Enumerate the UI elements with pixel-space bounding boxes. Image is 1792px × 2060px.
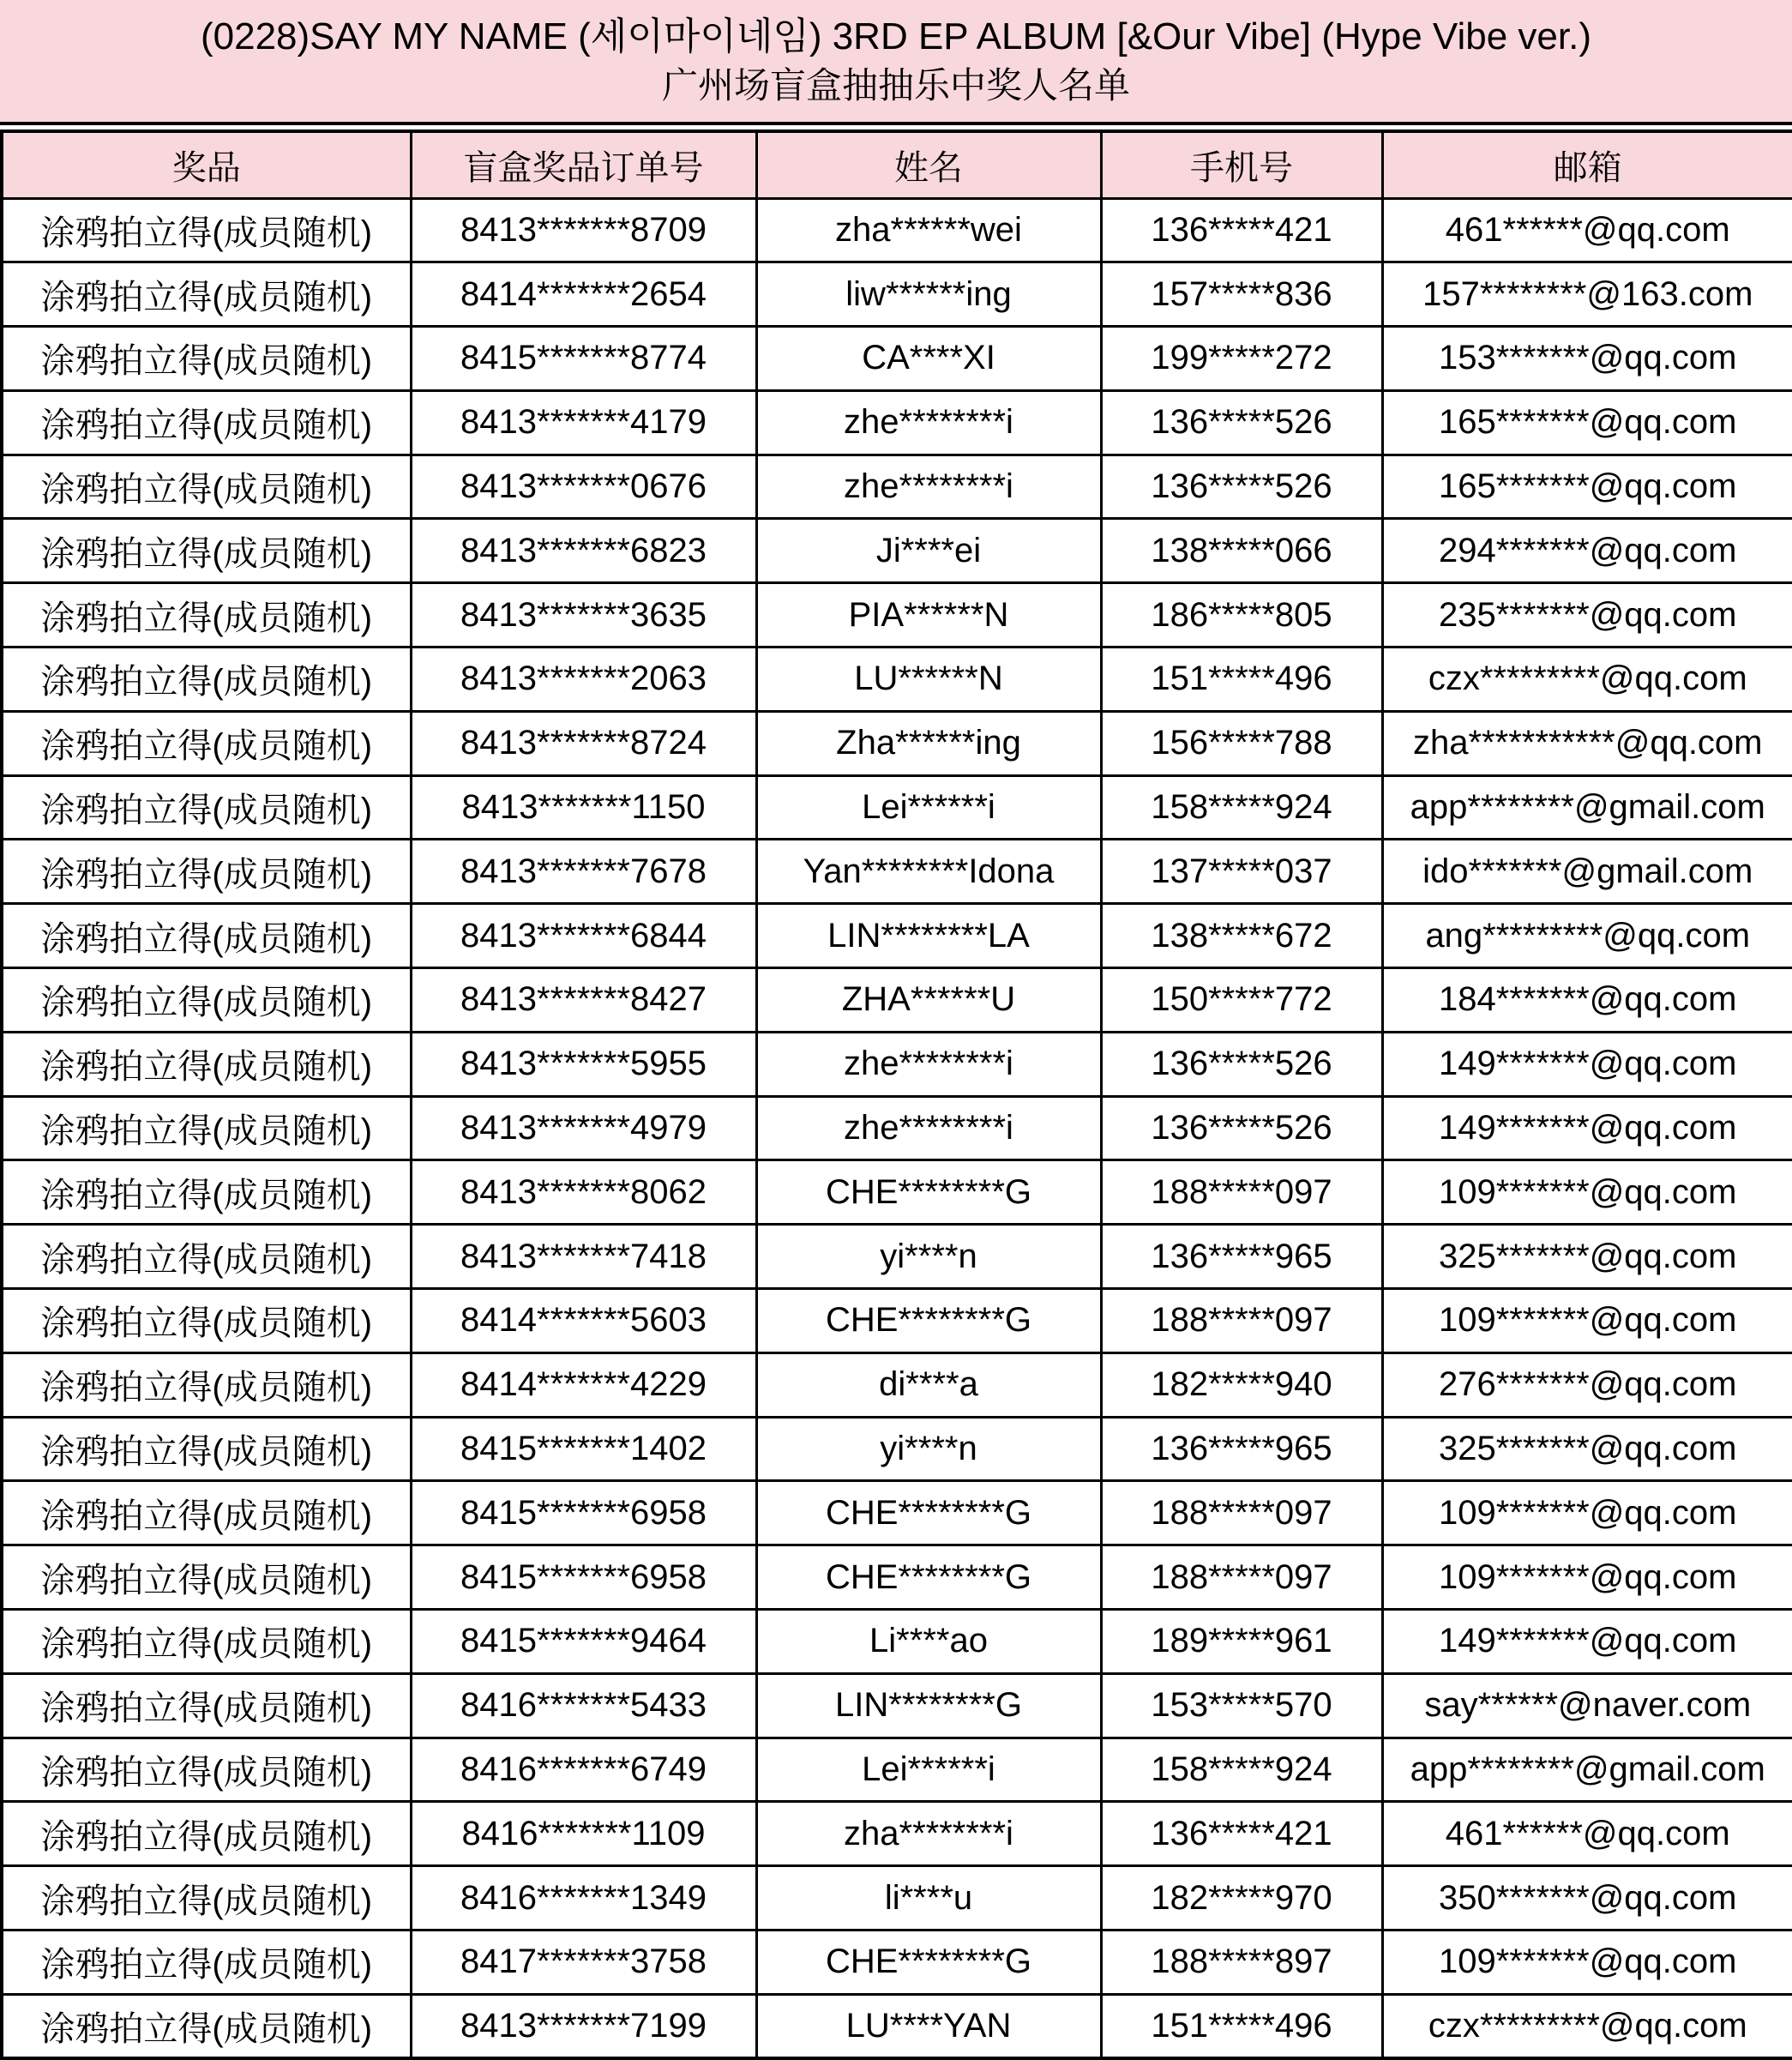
order-number-cell: 8413*******4179 <box>411 390 756 455</box>
email-cell: app********@gmail.com <box>1382 1738 1792 1802</box>
table-row <box>2 1673 1792 1738</box>
event-subtitle: 广州场盲盒抽抽乐中奖人名单 <box>661 65 1130 105</box>
prize-cell: 涂鸦拍立得(成员随机) <box>2 583 411 648</box>
phone-cell: 136*****526 <box>1101 390 1382 455</box>
order-number-cell: 8413*******5955 <box>411 1032 756 1096</box>
table-row <box>2 1610 1792 1674</box>
table-row <box>2 1866 1792 1930</box>
phone-cell: 186*****805 <box>1101 583 1382 648</box>
phone-cell: 151*****496 <box>1101 1994 1382 2058</box>
name-cell: Lei******i <box>756 775 1101 840</box>
order-number-cell: 8413*******8709 <box>411 198 756 262</box>
name-cell: zha********i <box>756 1802 1101 1866</box>
name-cell: zhe********i <box>756 1032 1101 1096</box>
table-row <box>2 455 1792 519</box>
column-header-phone: 手机号 <box>1101 131 1382 198</box>
prize-cell: 涂鸦拍立得(成员随机) <box>2 1994 411 2058</box>
email-cell: 109*******@qq.com <box>1382 1289 1792 1353</box>
prize-cell: 涂鸦拍立得(成员随机) <box>2 1673 411 1738</box>
order-number-cell: 8415*******9464 <box>411 1610 756 1674</box>
order-number-cell: 8416*******1349 <box>411 1866 756 1930</box>
phone-cell: 136*****526 <box>1101 1032 1382 1096</box>
prize-cell: 涂鸦拍立得(成员随机) <box>2 327 411 391</box>
name-cell: Lei******i <box>756 1738 1101 1802</box>
email-cell: zha***********@qq.com <box>1382 711 1792 775</box>
order-number-cell: 8413*******6823 <box>411 519 756 583</box>
table-row <box>2 1417 1792 1481</box>
order-number-cell: 8413*******8724 <box>411 711 756 775</box>
name-cell: Ji****ei <box>756 519 1101 583</box>
order-number-cell: 8413*******3635 <box>411 583 756 648</box>
prize-cell: 涂鸦拍立得(成员随机) <box>2 519 411 583</box>
table-row <box>2 198 1792 262</box>
email-cell: 325*******@qq.com <box>1382 1417 1792 1481</box>
table-row <box>2 1738 1792 1802</box>
table-row <box>2 1481 1792 1545</box>
email-cell: say******@naver.com <box>1382 1673 1792 1738</box>
table-row <box>2 1160 1792 1225</box>
phone-cell: 182*****940 <box>1101 1352 1382 1417</box>
phone-cell: 136*****965 <box>1101 1417 1382 1481</box>
email-cell: 157********@163.com <box>1382 262 1792 327</box>
phone-cell: 158*****924 <box>1101 1738 1382 1802</box>
phone-cell: 150*****772 <box>1101 968 1382 1033</box>
table-row <box>2 1802 1792 1866</box>
table-row <box>2 1289 1792 1353</box>
phone-cell: 157*****836 <box>1101 262 1382 327</box>
prize-cell: 涂鸦拍立得(成员随机) <box>2 1802 411 1866</box>
prize-cell: 涂鸦拍立得(成员随机) <box>2 1417 411 1481</box>
phone-cell: 153*****570 <box>1101 1673 1382 1738</box>
order-number-cell: 8414*******2654 <box>411 262 756 327</box>
order-number-cell: 8413*******2063 <box>411 648 756 712</box>
phone-cell: 188*****097 <box>1101 1545 1382 1610</box>
phone-cell: 156*****788 <box>1101 711 1382 775</box>
name-cell: yi****n <box>756 1417 1101 1481</box>
phone-cell: 188*****097 <box>1101 1481 1382 1545</box>
email-cell: 109*******@qq.com <box>1382 1545 1792 1610</box>
table-row <box>2 711 1792 775</box>
order-number-cell: 8413*******7418 <box>411 1225 756 1289</box>
phone-cell: 136*****965 <box>1101 1225 1382 1289</box>
email-cell: 109*******@qq.com <box>1382 1930 1792 1995</box>
header-row <box>2 131 1792 198</box>
email-cell: ang*********@qq.com <box>1382 904 1792 968</box>
winners-table <box>0 130 1792 2060</box>
name-cell: CHE********G <box>756 1930 1101 1995</box>
email-cell: 325*******@qq.com <box>1382 1225 1792 1289</box>
prize-cell: 涂鸦拍立得(成员随机) <box>2 1096 411 1160</box>
phone-cell: 188*****097 <box>1101 1289 1382 1353</box>
prize-cell: 涂鸦拍立得(成员随机) <box>2 1866 411 1930</box>
email-cell: ido*******@gmail.com <box>1382 840 1792 904</box>
prize-cell: 涂鸦拍立得(成员随机) <box>2 1738 411 1802</box>
name-cell: CA****XI <box>756 327 1101 391</box>
table-row <box>2 390 1792 455</box>
order-number-cell: 8415*******6958 <box>411 1545 756 1610</box>
order-number-cell: 8417*******3758 <box>411 1930 756 1995</box>
email-cell: 109*******@qq.com <box>1382 1481 1792 1545</box>
name-cell: Li****ao <box>756 1610 1101 1674</box>
phone-cell: 138*****672 <box>1101 904 1382 968</box>
name-cell: LU****YAN <box>756 1994 1101 2058</box>
prize-cell: 涂鸦拍立得(成员随机) <box>2 455 411 519</box>
phone-cell: 182*****970 <box>1101 1866 1382 1930</box>
name-cell: CHE********G <box>756 1160 1101 1225</box>
order-number-cell: 8416*******6749 <box>411 1738 756 1802</box>
table-row <box>2 1545 1792 1610</box>
order-number-cell: 8413*******6844 <box>411 904 756 968</box>
name-cell: zha******wei <box>756 198 1101 262</box>
prize-cell: 涂鸦拍立得(成员随机) <box>2 775 411 840</box>
order-number-cell: 8413*******1150 <box>411 775 756 840</box>
email-cell: 461******@qq.com <box>1382 198 1792 262</box>
name-cell: di****a <box>756 1352 1101 1417</box>
name-cell: liw******ing <box>756 262 1101 327</box>
prize-cell: 涂鸦拍立得(成员随机) <box>2 198 411 262</box>
prize-cell: 涂鸦拍立得(成员随机) <box>2 711 411 775</box>
email-cell: czx*********@qq.com <box>1382 1994 1792 2058</box>
email-cell: 350*******@qq.com <box>1382 1866 1792 1930</box>
phone-cell: 199*****272 <box>1101 327 1382 391</box>
prize-cell: 涂鸦拍立得(成员随机) <box>2 262 411 327</box>
name-cell: Zha******ing <box>756 711 1101 775</box>
email-cell: app********@gmail.com <box>1382 775 1792 840</box>
prize-cell: 涂鸦拍立得(成员随机) <box>2 1225 411 1289</box>
email-cell: 165*******@qq.com <box>1382 390 1792 455</box>
album-title: (0228)SAY MY NAME (세이마이네임) 3RD EP ALBUM [&Our Vibe] (Hype Vibe ver.) <box>200 15 1591 57</box>
table-row <box>2 648 1792 712</box>
table-row <box>2 1225 1792 1289</box>
table-row <box>2 327 1792 391</box>
table-row <box>2 1930 1792 1995</box>
name-cell: yi****n <box>756 1225 1101 1289</box>
prize-cell: 涂鸦拍立得(成员随机) <box>2 1289 411 1353</box>
column-header-name: 姓名 <box>756 131 1101 198</box>
order-number-cell: 8415*******1402 <box>411 1417 756 1481</box>
prize-cell: 涂鸦拍立得(成员随机) <box>2 840 411 904</box>
order-number-cell: 8413*******7678 <box>411 840 756 904</box>
table-row <box>2 840 1792 904</box>
name-cell: zhe********i <box>756 390 1101 455</box>
email-cell: 165*******@qq.com <box>1382 455 1792 519</box>
email-cell: 276*******@qq.com <box>1382 1352 1792 1417</box>
email-cell: 149*******@qq.com <box>1382 1096 1792 1160</box>
name-cell: ZHA******U <box>756 968 1101 1033</box>
phone-cell: 189*****961 <box>1101 1610 1382 1674</box>
order-number-cell: 8414*******4229 <box>411 1352 756 1417</box>
name-cell: LIN********LA <box>756 904 1101 968</box>
name-cell: CHE********G <box>756 1545 1101 1610</box>
order-number-cell: 8413*******8427 <box>411 968 756 1033</box>
table-row <box>2 262 1792 327</box>
phone-cell: 138*****066 <box>1101 519 1382 583</box>
table-row <box>2 1352 1792 1417</box>
phone-cell: 136*****421 <box>1101 198 1382 262</box>
prize-cell: 涂鸦拍立得(成员随机) <box>2 1545 411 1610</box>
phone-cell: 158*****924 <box>1101 775 1382 840</box>
prize-cell: 涂鸦拍立得(成员随机) <box>2 968 411 1033</box>
table-row <box>2 775 1792 840</box>
phone-cell: 136*****526 <box>1101 455 1382 519</box>
email-cell: 235*******@qq.com <box>1382 583 1792 648</box>
email-cell: 184*******@qq.com <box>1382 968 1792 1033</box>
order-number-cell: 8415*******6958 <box>411 1481 756 1545</box>
order-number-cell: 8413*******0676 <box>411 455 756 519</box>
name-cell: PIA******N <box>756 583 1101 648</box>
phone-cell: 136*****526 <box>1101 1096 1382 1160</box>
prize-cell: 涂鸦拍立得(成员随机) <box>2 1352 411 1417</box>
order-number-cell: 8414*******5603 <box>411 1289 756 1353</box>
phone-cell: 151*****496 <box>1101 648 1382 712</box>
name-cell: CHE********G <box>756 1289 1101 1353</box>
order-number-cell: 8415*******8774 <box>411 327 756 391</box>
prize-cell: 涂鸦拍立得(成员随机) <box>2 390 411 455</box>
column-header-prize: 奖品 <box>2 131 411 198</box>
prize-cell: 涂鸦拍立得(成员随机) <box>2 1160 411 1225</box>
column-header-order: 盲盒奖品订单号 <box>411 131 756 198</box>
email-cell: czx*********@qq.com <box>1382 648 1792 712</box>
name-cell: CHE********G <box>756 1481 1101 1545</box>
phone-cell: 137*****037 <box>1101 840 1382 904</box>
prize-cell: 涂鸦拍立得(成员随机) <box>2 1032 411 1096</box>
table-row <box>2 968 1792 1033</box>
order-number-cell: 8413*******8062 <box>411 1160 756 1225</box>
prize-cell: 涂鸦拍立得(成员随机) <box>2 1610 411 1674</box>
name-cell: li****u <box>756 1866 1101 1930</box>
email-cell: 461******@qq.com <box>1382 1802 1792 1866</box>
table-body <box>2 198 1792 2058</box>
table-row <box>2 1096 1792 1160</box>
email-cell: 149*******@qq.com <box>1382 1032 1792 1096</box>
phone-cell: 188*****897 <box>1101 1930 1382 1995</box>
email-cell: 149*******@qq.com <box>1382 1610 1792 1674</box>
prize-cell: 涂鸦拍立得(成员随机) <box>2 1930 411 1995</box>
email-cell: 294*******@qq.com <box>1382 519 1792 583</box>
prize-cell: 涂鸦拍立得(成员随机) <box>2 904 411 968</box>
title-banner <box>0 0 1792 125</box>
phone-cell: 188*****097 <box>1101 1160 1382 1225</box>
table-row <box>2 583 1792 648</box>
phone-cell: 136*****421 <box>1101 1802 1382 1866</box>
name-cell: zhe********i <box>756 1096 1101 1160</box>
name-cell: LU******N <box>756 648 1101 712</box>
email-cell: 153*******@qq.com <box>1382 327 1792 391</box>
table-row <box>2 519 1792 583</box>
email-cell: 109*******@qq.com <box>1382 1160 1792 1225</box>
name-cell: Yan********Idona <box>756 840 1101 904</box>
order-number-cell: 8413*******7199 <box>411 1994 756 2058</box>
prize-cell: 涂鸦拍立得(成员随机) <box>2 1481 411 1545</box>
order-number-cell: 8416*******5433 <box>411 1673 756 1738</box>
name-cell: zhe********i <box>756 455 1101 519</box>
order-number-cell: 8416*******1109 <box>411 1802 756 1866</box>
table-row <box>2 904 1792 968</box>
name-cell: LIN********G <box>756 1673 1101 1738</box>
order-number-cell: 8413*******4979 <box>411 1096 756 1160</box>
table-row <box>2 1032 1792 1096</box>
column-header-email: 邮箱 <box>1382 131 1792 198</box>
table-row <box>2 1994 1792 2058</box>
prize-cell: 涂鸦拍立得(成员随机) <box>2 648 411 712</box>
